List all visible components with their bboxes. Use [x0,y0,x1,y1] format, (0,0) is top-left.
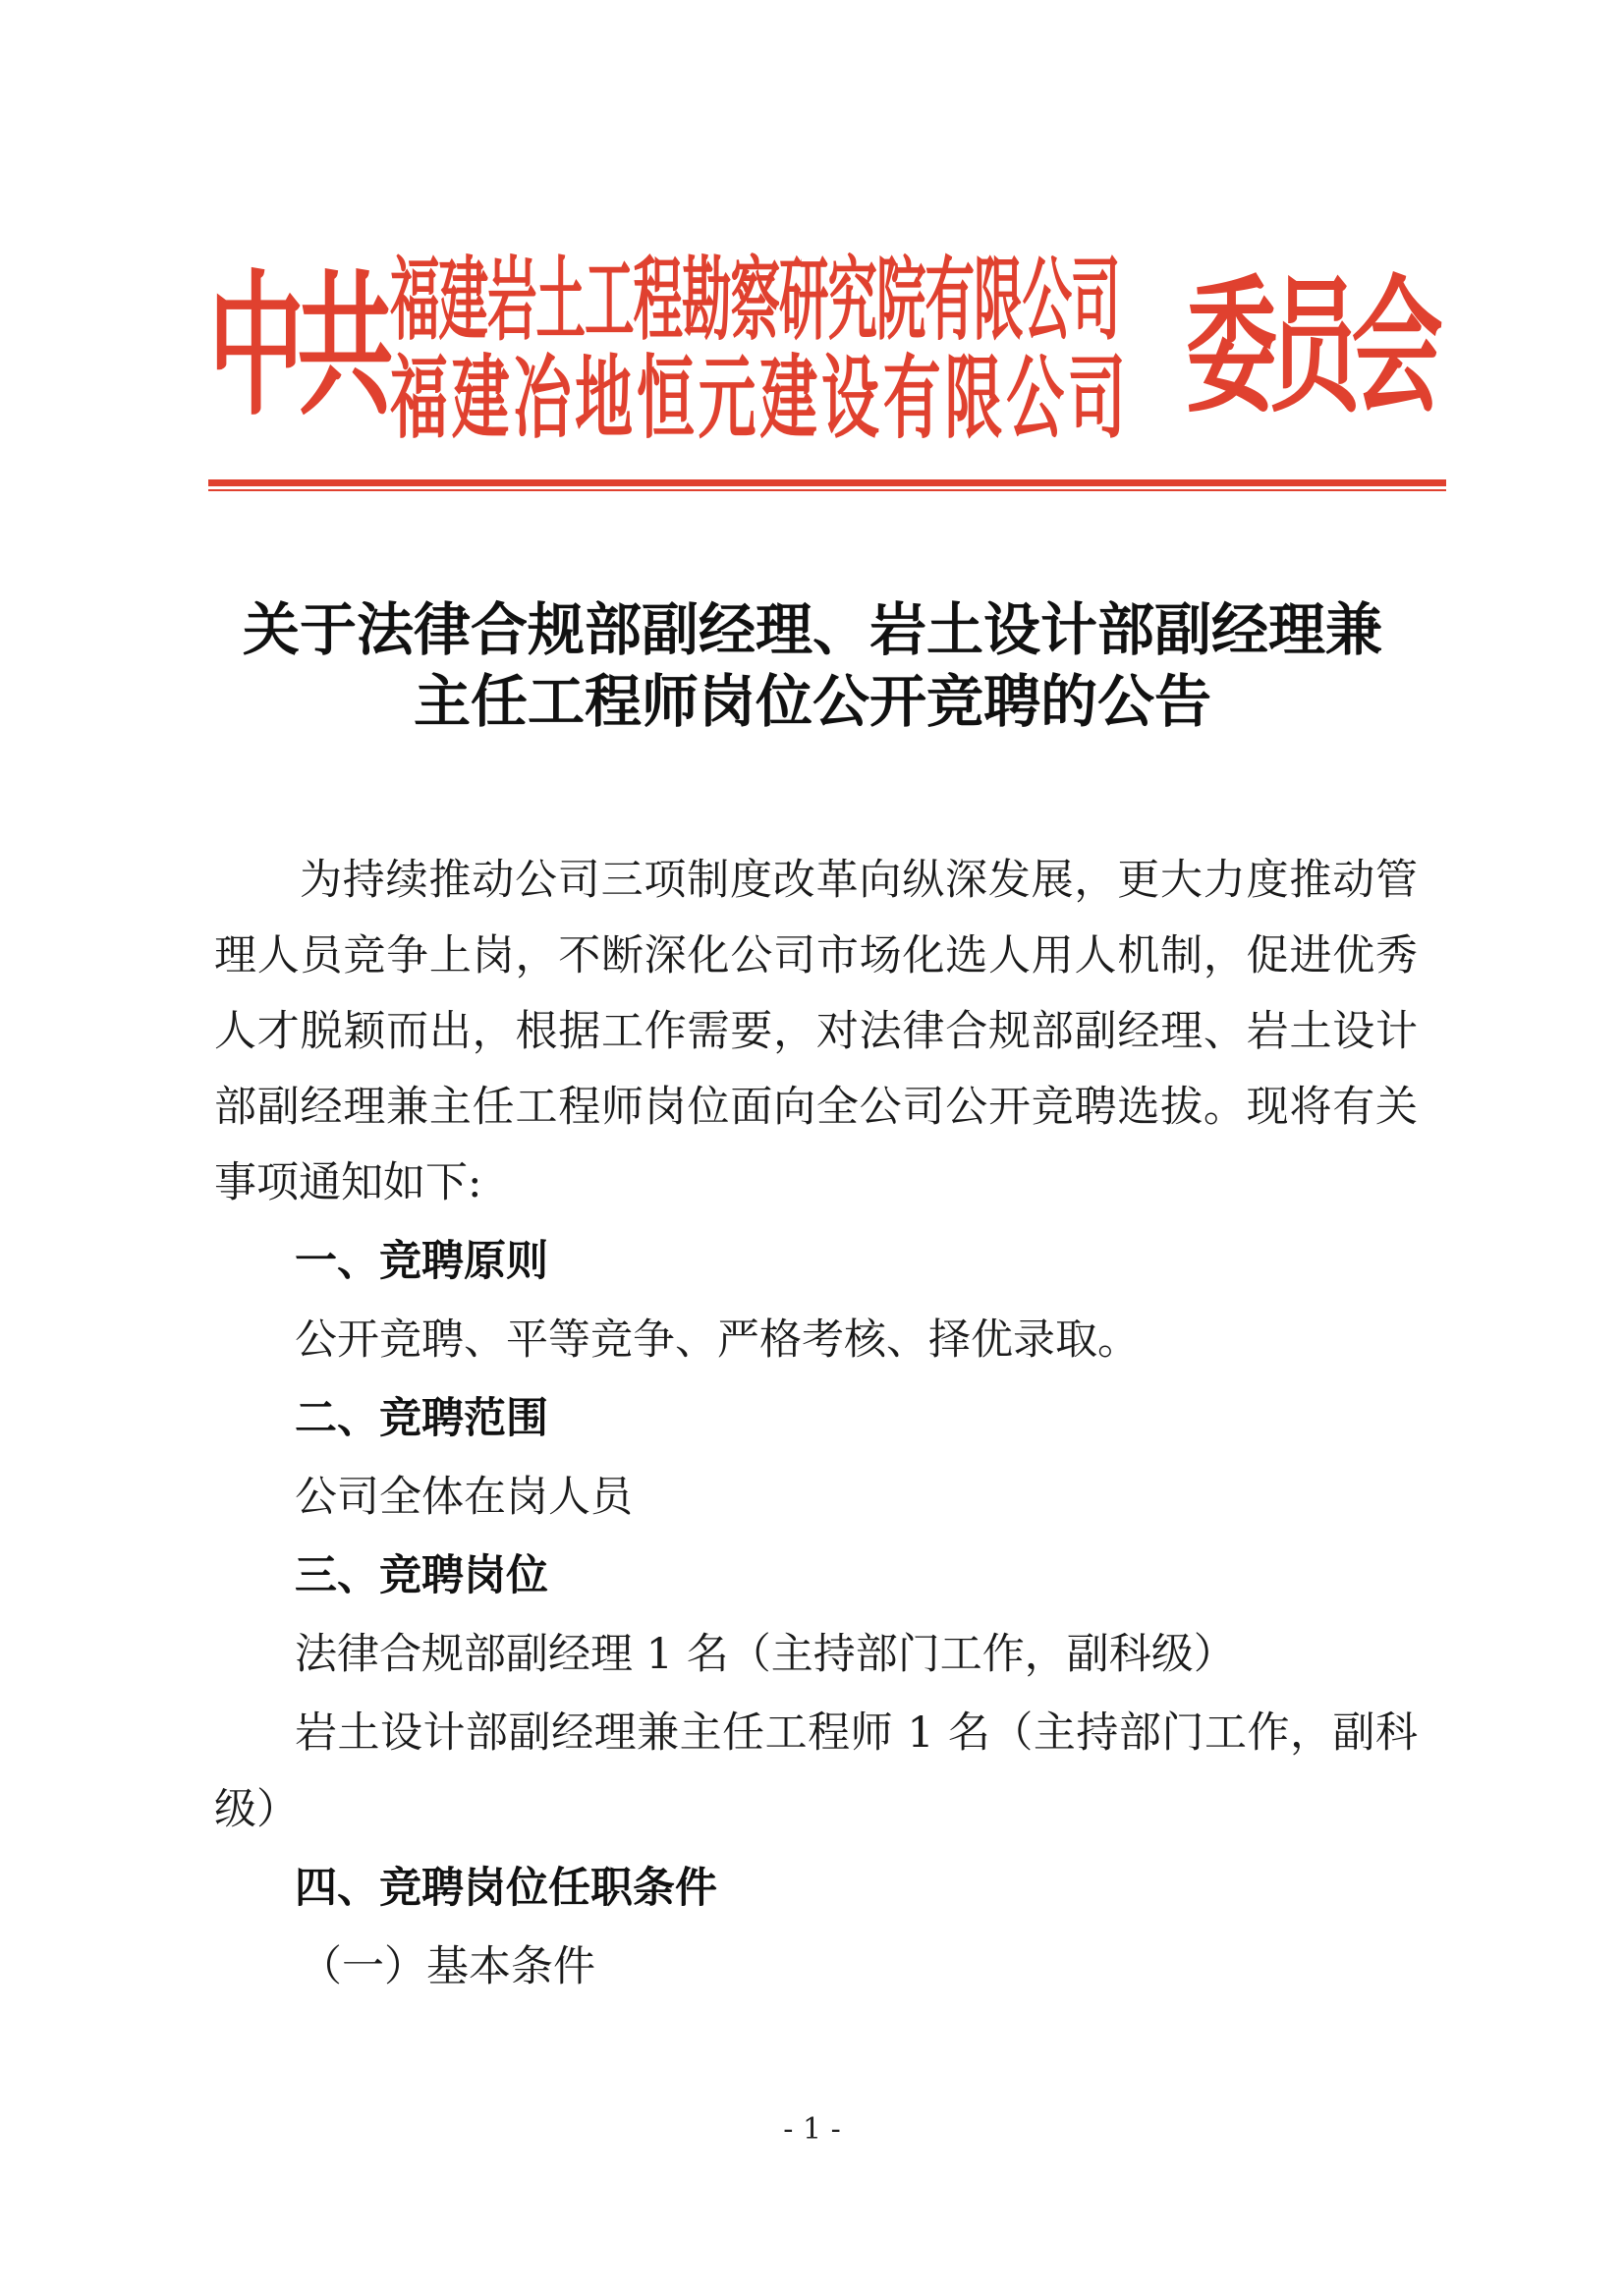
letterhead-red-rule-thick [208,479,1446,486]
document-title-line-2: 主任工程师岗位公开竞聘的公告 [413,668,1211,735]
letterhead-company-name-2: 福建冶地恒元建设有限公司 [390,345,1130,451]
section-4-heading: 四、竞聘岗位任职条件 [295,1864,717,1913]
section-4-subheading-1: （一）基本条件 [300,1942,595,1991]
section-3-item-2-line-1: 岩土设计部副经理兼主任工程师 1 名（主持部门工作，副科 [295,1708,1418,1758]
red-letterhead [208,241,1446,457]
letterhead-committee-label: 委员会 [1186,260,1434,433]
section-1-text: 公开竞聘、平等竞争、严格考核、择优录取。 [295,1315,1140,1365]
letterhead-company-name-1: 福建岩土工程勘察研究院有限公司 [390,247,1120,353]
letterhead-party-label: 中共 [208,255,387,437]
intro-line-4: 部副经理兼主任工程师岗位面向全公司公开竞聘选拔。现将有关 [214,1083,1418,1132]
section-3-heading: 三、竞聘岗位 [295,1551,548,1600]
section-3-item-1: 法律合规部副经理 1 名（主持部门工作，副科级） [295,1630,1236,1679]
page-number: - 1 - [783,2112,841,2147]
section-2-heading: 二、竞聘范围 [295,1394,548,1443]
intro-line-1: 为持续推动公司三项制度改革向纵深发展，更大力度推动管 [300,856,1418,905]
letterhead-company-names [390,241,1166,457]
intro-line-5: 事项通知如下: [214,1158,482,1207]
intro-line-3: 人才脱颖而出，根据工作需要，对法律合规部副经理、岩土设计 [214,1007,1418,1056]
section-3-item-2-line-2: 级） [214,1785,299,1834]
document-title-line-1: 关于法律合规部副经理、岩土设计部副经理兼 [242,596,1382,663]
section-1-heading: 一、竞聘原则 [295,1237,548,1286]
intro-line-2: 理人员竞争上岗，不断深化公司市场化选人用人机制，促进优秀 [214,931,1418,980]
letterhead-red-rule-thin [208,489,1446,491]
section-2-text: 公司全体在岗人员 [295,1473,633,1522]
